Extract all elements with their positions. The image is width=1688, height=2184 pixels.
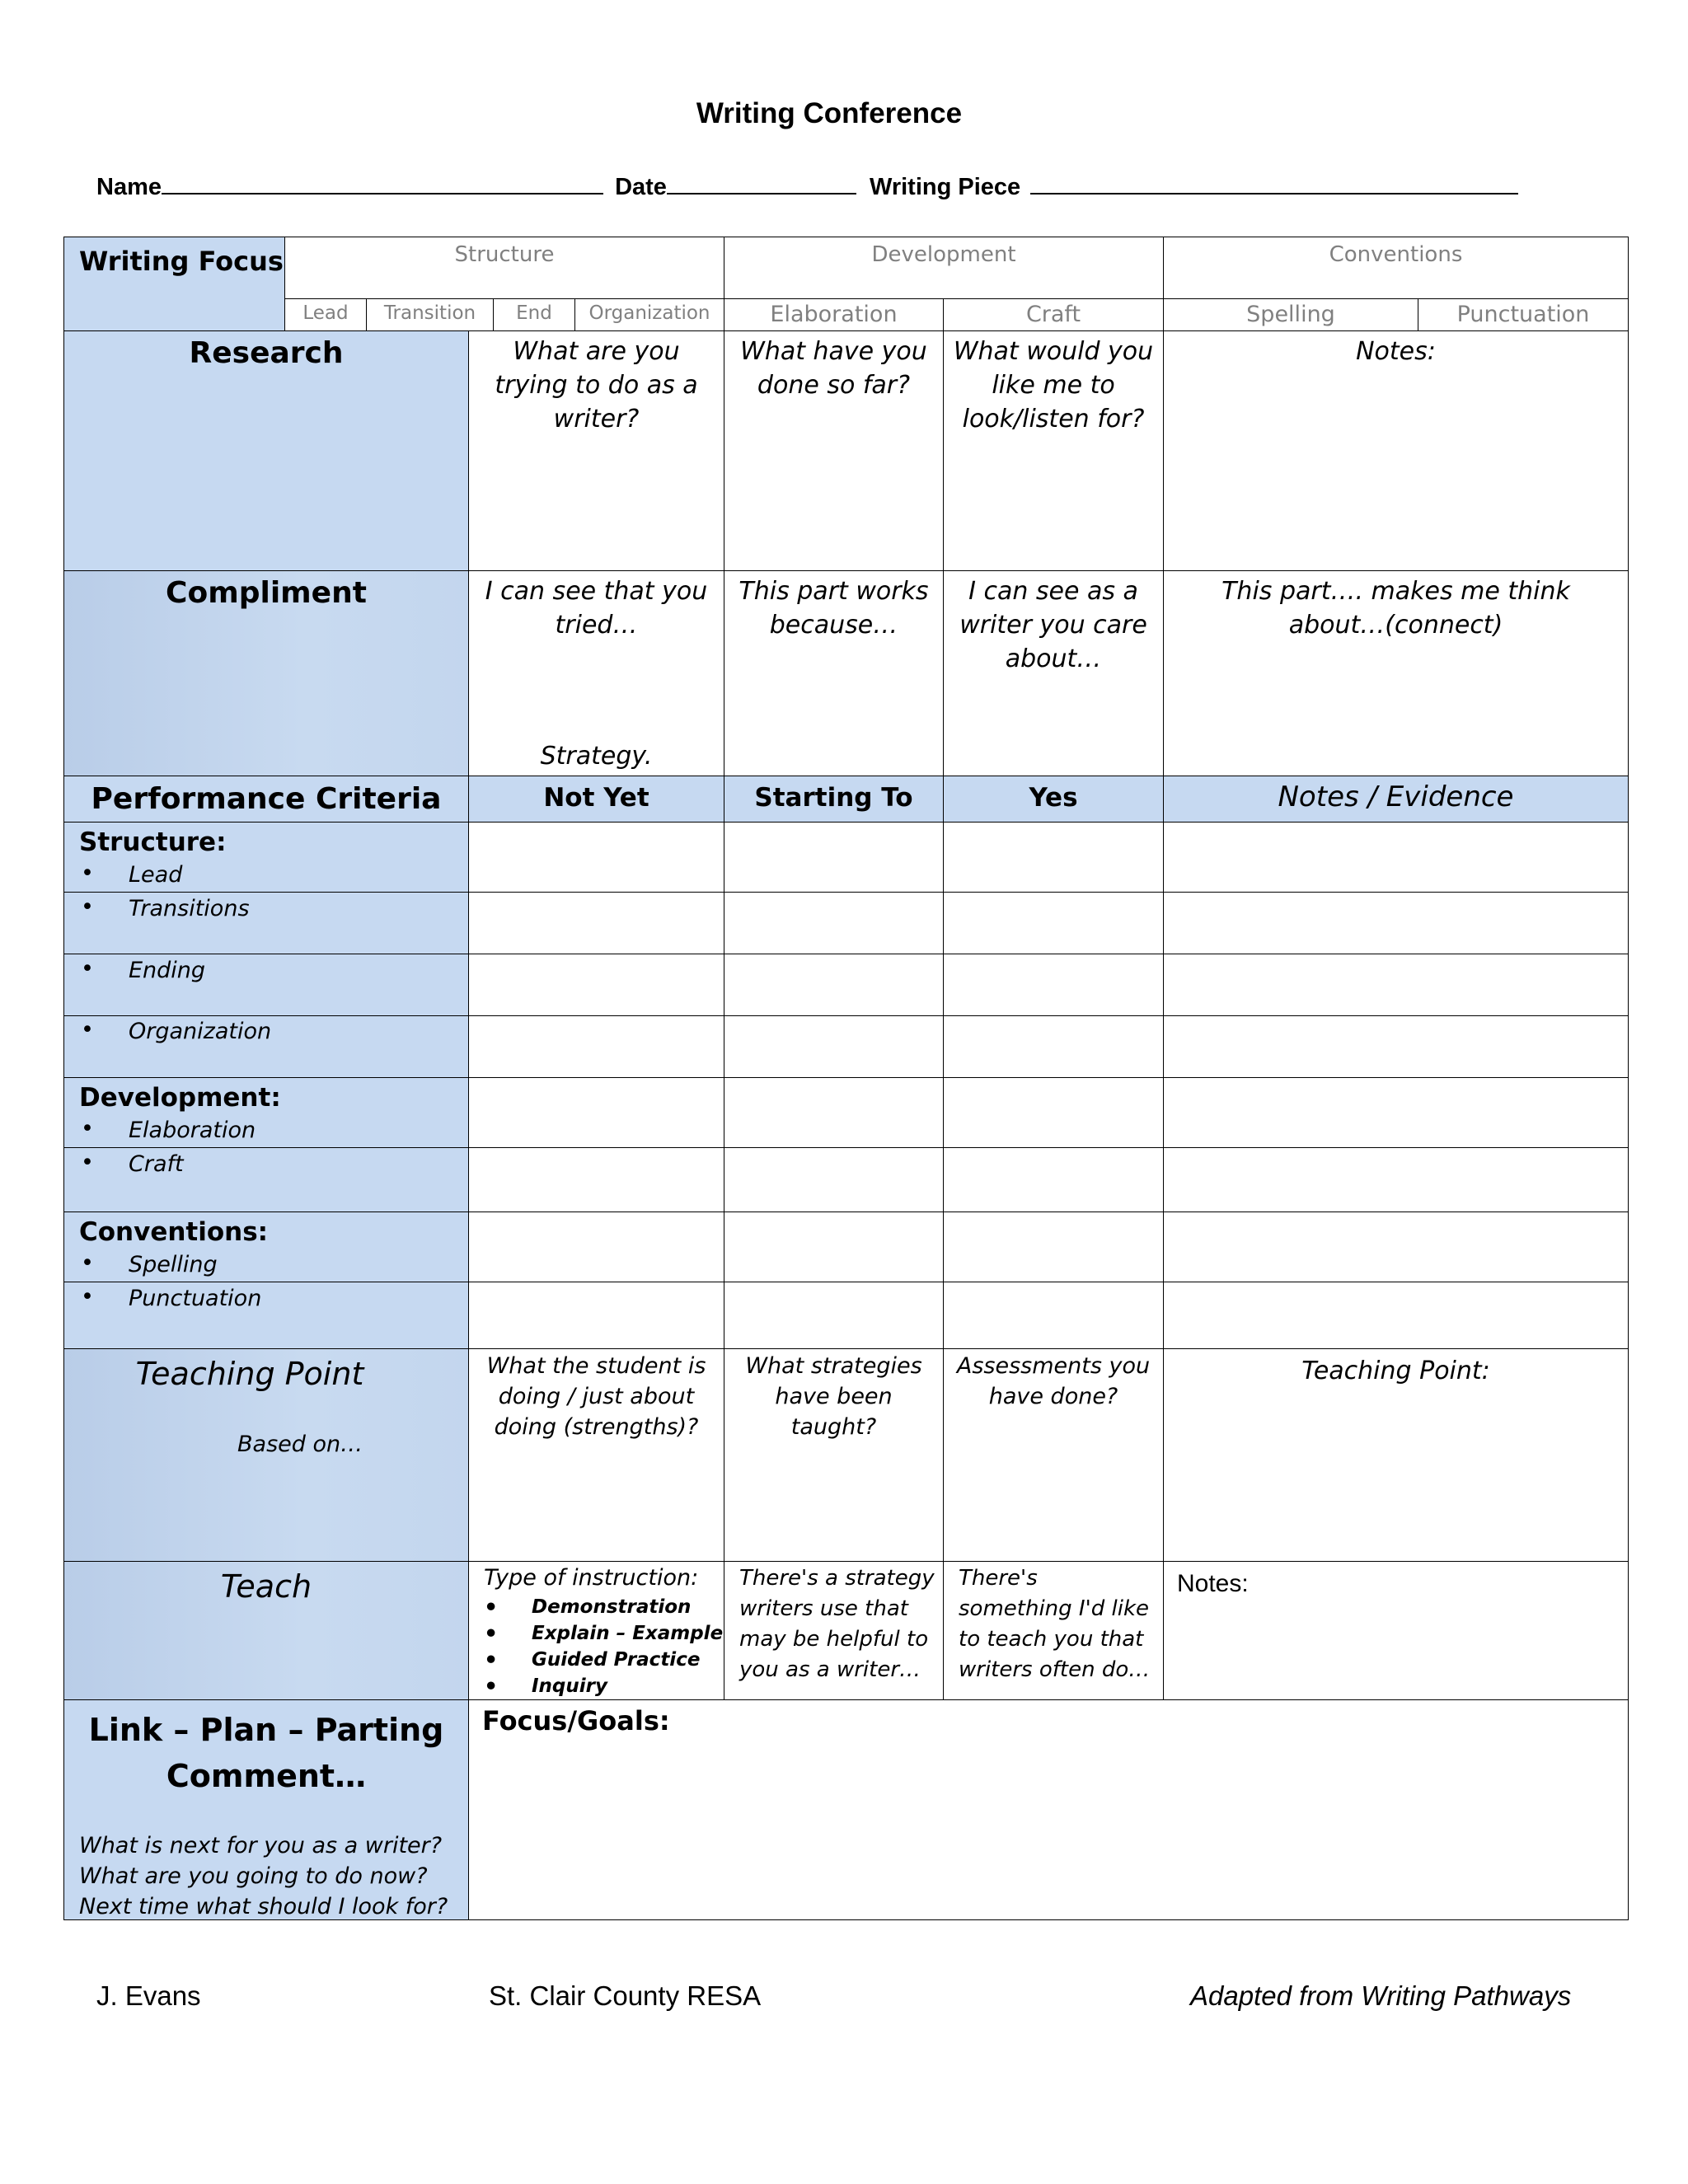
date-label: Date [615,174,667,200]
criteria-cell-notes-evidence[interactable] [1163,1212,1629,1282]
teach-q3-cell[interactable] [943,1561,1164,1700]
focus-sub-craft[interactable] [943,298,1164,331]
research-q3[interactable]: What would you like me to look/listen for? [943,330,1164,571]
footer-author: J. Evans [96,1980,201,2011]
research-cell [63,330,469,571]
focus-conventions-label: Conventions [1329,242,1463,267]
criteria-item-punctuation: • Punctuation [129,1286,261,1311]
teaching-point-q4[interactable]: Teaching Point: [1163,1348,1629,1562]
teach-q2-cell[interactable] [724,1561,944,1700]
criteria-cell-notes-evidence[interactable] [1163,1015,1629,1078]
criteria-cell-starting-to[interactable] [724,954,944,1016]
criteria-cell-starting-to[interactable] [724,1077,944,1148]
criteria-item-elaboration: • Elaboration [129,1118,256,1143]
criteria-item-craft: • Craft [129,1151,184,1177]
link-questions [79,1830,448,1922]
link-label: Link – Plan – Parting Comment… [88,1712,444,1794]
focus-conventions [1163,237,1629,299]
footer-organization: St. Clair County RESA [489,1980,762,2011]
criteria-row-transitions [63,892,469,954]
link-question: Next time what should I look for? [79,1894,448,1919]
teaching-point-q1[interactable]: What the student is doing / just about doing (strengths)? [468,1348,724,1562]
criteria-cell-yes[interactable] [943,1212,1164,1282]
focus-sub-label: End [516,302,552,324]
teaching-point-q2[interactable]: What strategies have been taught? [724,1348,944,1562]
col-yes-label: Yes [1029,783,1078,813]
criteria-cell-yes[interactable] [943,1015,1164,1078]
criteria-item-spelling: • Spelling [129,1252,218,1277]
focus-sub-label: Transition [383,302,476,324]
focus-sub-label: Organization [588,302,710,324]
writing-focus-label: Writing Focus [79,246,284,277]
focus-sub-label: Lead [302,302,349,324]
focus-development-label: Development [871,242,1016,267]
research-label: Research [189,336,344,370]
teach-q3: There's something I'd like to teach you that writers often do… [959,1566,1151,1682]
criteria-cell-notes-evidence[interactable] [1163,892,1629,954]
page-title: Writing Conference [696,97,963,129]
criteria-cell-not-yet[interactable] [468,1077,724,1148]
development-label: Development: [79,1083,281,1113]
criteria-cell-notes-evidence[interactable] [1163,822,1629,893]
criteria-cell-not-yet[interactable] [468,822,724,893]
criteria-row-spelling [63,1212,469,1282]
focus-sub-lead[interactable] [284,298,367,331]
link-question: What are you going to do now? [79,1863,428,1889]
criteria-cell-starting-to[interactable] [724,1015,944,1078]
footer-attribution: Adapted from Writing Pathways [1190,1980,1572,2011]
based-on-label: Based on… [237,1432,363,1457]
compliment-label: Compliment [166,576,367,610]
criteria-cell-not-yet[interactable] [468,1015,724,1078]
focus-sub-transition[interactable] [366,298,494,331]
criteria-cell-notes-evidence[interactable] [1163,954,1629,1016]
compliment-q1: I can see that you tried… [485,577,708,640]
col-starting-to-label: Starting To [754,783,913,813]
criteria-item-transitions: • Transitions [129,896,250,921]
focus-sub-punctuation[interactable] [1418,298,1629,331]
col-yes [943,776,1164,823]
focus-sub-label: Elaboration [770,302,898,327]
focus-goals-cell[interactable] [468,1699,1629,1920]
compliment-q2[interactable]: This part works because… [724,570,944,776]
focus-goals-label: Focus/Goals: [482,1705,670,1736]
focus-structure [284,237,724,299]
criteria-cell-starting-to[interactable] [724,822,944,893]
compliment-cell [63,570,469,776]
performance-criteria-label: Performance Criteria [91,782,442,816]
focus-sub-label: Punctuation [1456,302,1590,327]
focus-sub-end[interactable] [493,298,575,331]
name-label: Name [96,174,162,200]
name-field[interactable] [162,171,603,194]
writing-focus-cell [63,237,285,331]
criteria-item-ending: • Ending [129,958,205,983]
link-cell [63,1699,469,1920]
criteria-cell-starting-to[interactable] [724,1282,944,1349]
teaching-point-q3[interactable]: Assessments you have done? [943,1348,1164,1562]
criteria-cell-yes[interactable] [943,1147,1164,1212]
col-notes-evidence-label: Notes / Evidence [1278,780,1514,813]
criteria-row-elaboration [63,1077,469,1148]
criteria-cell-not-yet[interactable] [468,892,724,954]
conventions-label: Conventions: [79,1217,269,1247]
criteria-cell-starting-to[interactable] [724,892,944,954]
criteria-row-craft [63,1147,469,1212]
instruction-type-label: Type of instruction: [484,1565,699,1591]
focus-development [724,237,1164,299]
research-q2[interactable]: What have you done so far? [724,330,944,571]
criteria-cell-notes-evidence[interactable] [1163,1282,1629,1349]
teach-q2: There's a strategy writers use that may be helpful to you as a writer… [739,1566,935,1682]
header-row [96,171,1518,201]
criteria-cell-yes[interactable] [943,1282,1164,1349]
criteria-row-organization [63,1015,469,1078]
focus-sub-label: Craft [1025,302,1081,327]
date-field[interactable] [667,171,856,194]
col-not-yet-label: Not Yet [543,783,649,813]
criteria-cell-not-yet[interactable] [468,1212,724,1282]
teach-cell [63,1561,469,1700]
col-not-yet [468,776,724,823]
instruction-inquiry: • Inquiry [532,1675,607,1697]
criteria-cell-yes[interactable] [943,954,1164,1016]
teach-instruction-cell[interactable] [468,1561,724,1700]
criteria-item-lead: • Lead [129,862,182,888]
criteria-cell-yes[interactable] [943,892,1164,954]
criteria-row-lead [63,822,469,893]
compliment-q4[interactable]: This part…. makes me think about…(connect) [1163,570,1629,776]
criteria-cell-yes[interactable] [943,1077,1164,1148]
criteria-cell-not-yet[interactable] [468,954,724,1016]
criteria-row-punctuation [63,1282,469,1349]
writing-piece-field[interactable] [1030,171,1518,194]
col-notes-evidence [1163,776,1629,823]
criteria-cell-not-yet[interactable] [468,1147,724,1212]
criteria-cell-starting-to[interactable] [724,1212,944,1282]
instruction-explain-example: • Explain – Example [532,1623,723,1644]
performance-criteria-header [63,776,469,823]
compliment-q1-cell[interactable] [468,570,724,776]
criteria-cell-yes[interactable] [943,822,1164,893]
teach-notes-cell[interactable] [1163,1561,1629,1700]
criteria-row-ending [63,954,469,1016]
instruction-guided-practice: • Guided Practice [532,1649,700,1671]
focus-sub-label: Spelling [1246,302,1335,327]
link-question: What is next for you as a writer? [79,1833,443,1858]
teaching-point-cell [63,1348,469,1562]
instruction-demonstration: • Demonstration [532,1596,691,1618]
focus-sub-organization[interactable] [574,298,724,331]
focus-structure-label: Structure [454,242,555,267]
teach-notes-label: Notes: [1177,1570,1249,1597]
criteria-cell-notes-evidence[interactable] [1163,1147,1629,1212]
criteria-cell-notes-evidence[interactable] [1163,1077,1629,1148]
compliment-q3[interactable]: I can see as a writer you care about… [943,570,1164,776]
criteria-cell-not-yet[interactable] [468,1282,724,1349]
teach-label: Teach [220,1568,312,1605]
structure-label: Structure: [79,827,227,857]
focus-sub-elaboration[interactable] [724,298,944,331]
research-notes[interactable]: Notes: [1163,330,1629,571]
criteria-cell-starting-to[interactable] [724,1147,944,1212]
writing-piece-label: Writing Piece [869,174,1021,200]
research-q1[interactable]: What are you trying to do as a writer? [468,330,724,571]
col-starting-to [724,776,944,823]
focus-sub-spelling[interactable] [1163,298,1418,331]
teaching-point-label: Teaching Point [135,1356,364,1392]
criteria-item-organization: • Organization [129,1019,271,1044]
compliment-strategy: Strategy. [540,742,653,771]
